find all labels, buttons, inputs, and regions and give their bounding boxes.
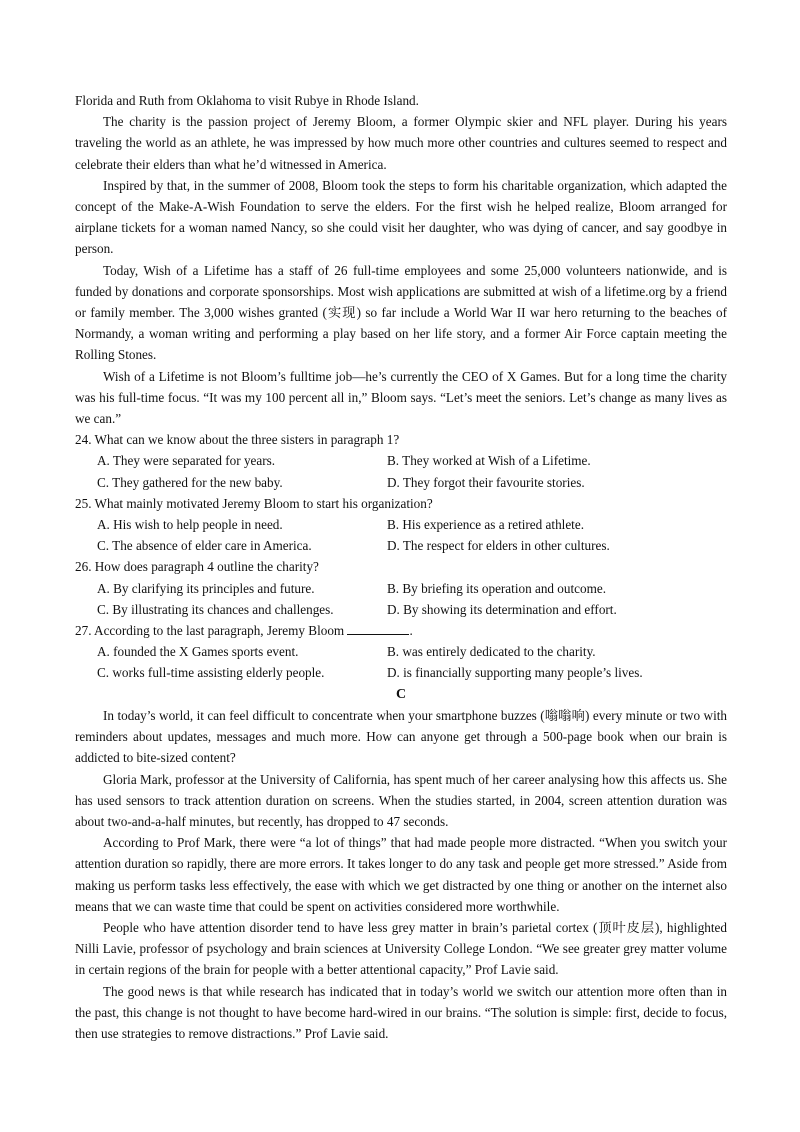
question-24-stem: 24. What can we know about the three sisters in paragraph 1?	[75, 432, 400, 448]
option-c: C. They gathered for the new baby.	[97, 474, 283, 490]
option-b: B. was entirely dedicated to the charity.	[387, 644, 596, 660]
passage-c-paragraph: According to Prof Mark, there were “a lot of things” that had made people more distracted. “When you switch your attention duration so rapidly, there are more errors. It takes longer to do any task and people get more stressed.” Aside from making us perform tasks less effectively, the ease with which we get distracted by one thing or another on the internet also means that we can waste time that could be spent on activities considered more worthwhile.	[75, 835, 727, 914]
question-26-options	[75, 578, 727, 620]
question-24-options	[75, 450, 727, 492]
option-a: A. His wish to help people in need.	[97, 517, 283, 533]
option-d: D. The respect for elders in other cultures.	[387, 538, 610, 554]
passage-c-paragraph: People who have attention disorder tend to have less grey matter in brain’s parietal cortex (顶叶皮层), highlighted Nilli Lavie, professor of psychology and brain sciences at University College London. “We see greater grey matter volume in certain regions of the brain for people with a better attentional capacity,” Prof Lavie said.	[75, 919, 727, 978]
passage-c-paragraph: In today’s world, it can feel difficult to concentrate when your smartphone buzzes (嗡嗡响) every minute or two with reminders about updates, messages and much more. How can anyone get through a 500-page book when our brain is addicted to bite-sized content?	[75, 707, 727, 766]
option-c: C. By illustrating its chances and challenges.	[97, 601, 334, 617]
option-d: D. is financially supporting many people’s lives.	[387, 665, 643, 681]
option-a: A. By clarifying its principles and future.	[97, 580, 315, 596]
question-27-stem	[75, 620, 727, 641]
passage-c-paragraph: Gloria Mark, professor at the University of California, has spent much of her career analysing how this affects us. She has used sensors to track attention duration on screens. When the studies started, in 2004, screen attention duration was about two-and-a-half minutes, but recently, has dropped to 47 seconds.	[75, 771, 727, 829]
option-b: B. His experience as a retired athlete.	[387, 517, 584, 533]
option-c: C. The absence of elder care in America.	[97, 538, 312, 554]
exam-page	[75, 90, 727, 1044]
passage-c-paragraph: The good news is that while research has indicated that in today’s world we switch our attention more often than in the past, this change is not thought to have become hard-wired in our brains. “The solution is simple: first, decide to focus, then use strategies to remove distractions.” Prof Lavie said.	[75, 983, 727, 1041]
passage-b-paragraph: Wish of a Lifetime is not Bloom’s fulltime job—he’s currently the CEO of X Games. But for a long time the charity was his full-time focus. “It was my 100 percent all in,” Bloom says. “Let’s meet the seniors. Let’s change as many lives as we can.”	[75, 368, 727, 427]
option-a: A. They were separated for years.	[97, 453, 276, 469]
section-c-heading: C	[395, 686, 407, 702]
question-25-stem: 25. What mainly motivated Jeremy Bloom to start his organization?	[75, 495, 433, 511]
option-d: D. By showing its determination and effort.	[387, 601, 617, 617]
passage-b-paragraph: Inspired by that, in the summer of 2008, Bloom took the steps to form his charitable organization, which adapted the concept of the Make-A-Wish Foundation to serve the elders. For the first wish he helped realize, Bloom arranged for airplane tickets for a woman named Nancy, so she could visit her daughter, who was dying of cancer, and say goodbye in person.	[75, 177, 727, 257]
question-27-text: 27. According to the last paragraph, Jeremy Bloom	[75, 623, 345, 639]
question-25-options	[75, 514, 727, 556]
passage-b-paragraph: Florida and Ruth from Oklahoma to visit Rubye in Rhode Island.	[75, 93, 419, 108]
question-26-stem: 26. How does paragraph 4 outline the charity?	[75, 559, 319, 575]
question-27-options	[75, 641, 727, 683]
option-a: A. founded the X Games sports event.	[97, 644, 299, 660]
passage-b-paragraph: Today, Wish of a Lifetime has a staff of 26 full-time employees and some 25,000 volunteers nationwide, and is funded by donations and corporate sponsorships. Most wish applications are submitted at wish of a lifetime.org by a friend or family member. The 3,000 wishes granted (实现) so far include a World War II war hero returning to the beaches of Normandy, a woman writing and performing a play based on her life story, and a former Air Force captain meeting the Rolling Stones.	[75, 262, 727, 363]
answer-blank	[347, 622, 409, 635]
option-b: B. By briefing its operation and outcome.	[387, 580, 607, 596]
question-27-period: .	[409, 623, 413, 639]
option-b: B. They worked at Wish of a Lifetime.	[387, 453, 591, 469]
option-c: C. works full-time assisting elderly people.	[97, 665, 325, 681]
option-d: D. They forgot their favourite stories.	[387, 474, 585, 490]
passage-b-paragraph: The charity is the passion project of Jeremy Bloom, a former Olympic skier and NFL player. During his years traveling the world as an athlete, he was impressed by how much more other countries and cultures seemed to respect and celebrate their elders than what he’d witnessed in America.	[75, 114, 727, 172]
